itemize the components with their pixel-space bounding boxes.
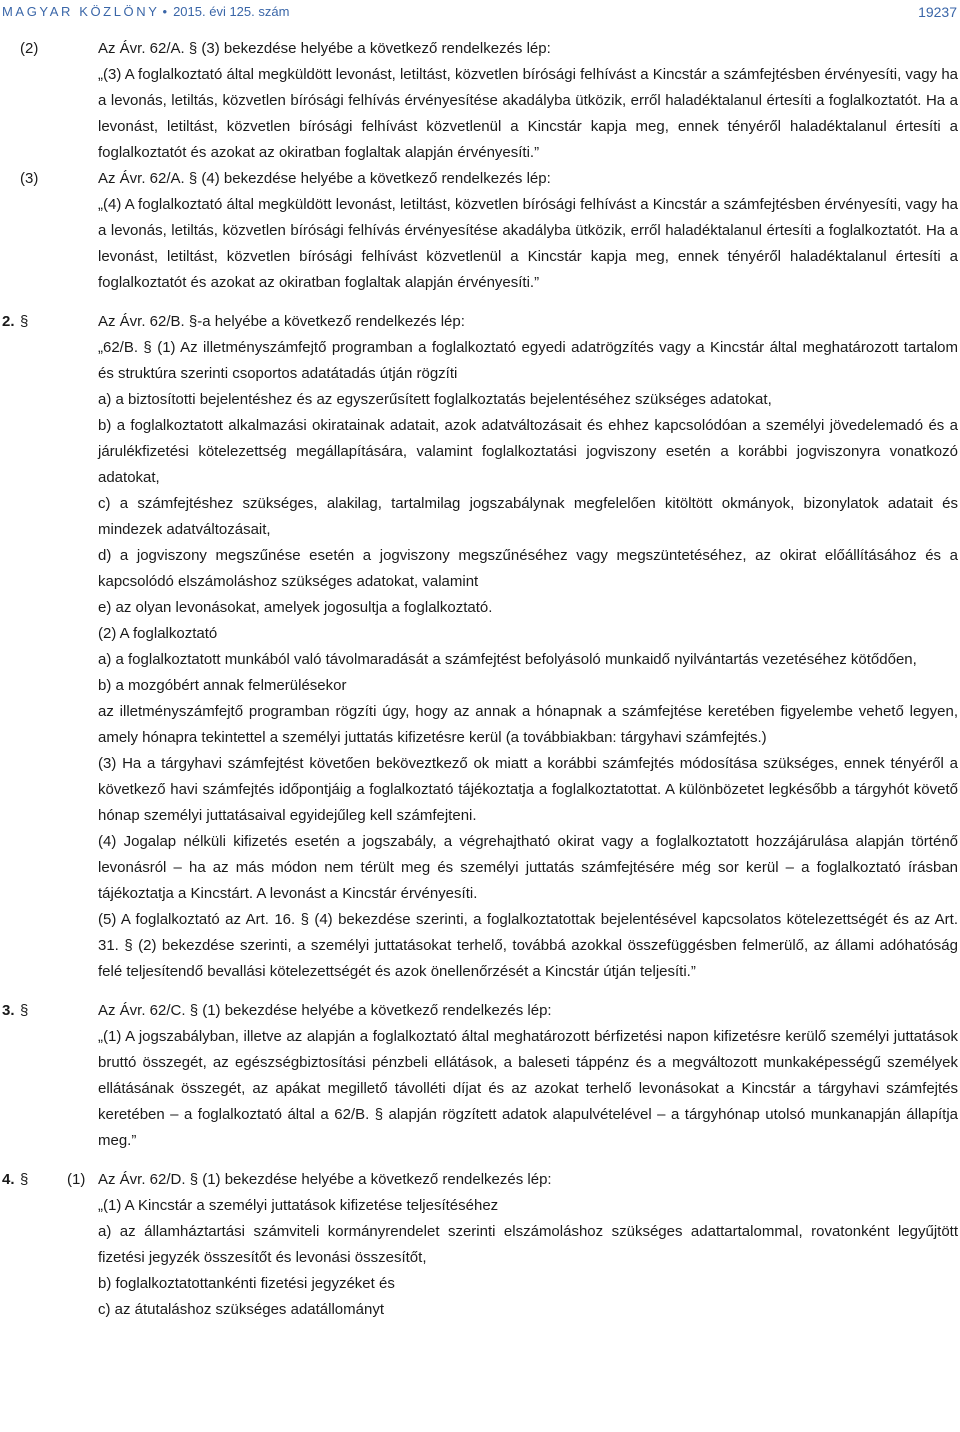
- quoted-provision: „(1) A jogszabályban, illetve az alapján a foglalkoztató által meghatározott bérfizetési napon kifizetésre kerülő személyi juttatások bruttó összegét, az egészségbiztosítási pénzbeli ellátások, a baleseti táppénz és a megváltozott munkaképességű személyek ellátásának összegét, az apákat megillető távolléti díjat és az azokat terhelő levonásokat a Kincstár a tárgyhavi számfejtés keretében – a foglalkoztató által a 62/B. § alapján rögzített adatok alapulvételével – a tárgyhónap utolsó munkanapján állapítja meg.”: [98, 1028, 958, 1149]
- document-body: [0, 36, 960, 1323]
- paragraph-text: Az Ávr. 62/A. § (4) bekezdése helyébe a következő rendelkezés lép:: [98, 170, 551, 187]
- paragraph-text: Az Ávr. 62/A. § (3) bekezdése helyébe a következő rendelkezés lép:: [98, 40, 551, 57]
- header-bullet: •: [162, 4, 168, 19]
- section-number: 4.: [2, 1171, 15, 1188]
- issue-label: 2015. évi 125. szám: [173, 4, 290, 19]
- provision-item: c) az átutaláshoz szükséges adatállományt: [98, 1301, 384, 1318]
- quoted-provision: „(3) A foglalkoztató által megküldött levonást, letiltást, közvetlen bírósági felhívást a Kincstár a számfejtésben érvényesíti, vagy ha a levonás, letiltás, közvetlen bírósági felhívás érvényesítése akadályba ütközik, erről haladéktalanul értesíti a foglalkoztatót. Ha a levonást, letiltást, közvetlen bírósági felhívást közvetlenül a Kincstár kapja meg, ennek tényéről haladéktalanul értesíti a foglalkoztatót és azokat az okiratban foglaltak alapján érvényesíti.”: [98, 66, 958, 161]
- section-number: 3.: [2, 1002, 15, 1019]
- section-text: Az Ávr. 62/B. §-a helyébe a következő rendelkezés lép:: [98, 313, 465, 330]
- section-text: Az Ávr. 62/C. § (1) bekezdése helyébe a következő rendelkezés lép:: [98, 1002, 552, 1019]
- provision-text: az illetményszámfejtő programban rögzíti úgy, hogy az annak a hónapnak a számfejtése keretében figyelembe vehető legyen, amely hónapra tekintettel a személyi juttatás kifizetésre kerül (a továbbiakban: tárgyhavi számfejtés.): [98, 703, 958, 746]
- provision-item: a) a foglalkoztatott munkából való távolmaradását a számfejtést befolyásoló munkaidő nyilvántartás vezetéséhez kötődően,: [98, 651, 917, 668]
- page-number: 19237: [918, 4, 957, 20]
- provision-text: (5) A foglalkoztató az Art. 16. § (4) bekezdése szerinti, a foglalkoztatottak bejelentésével kapcsolatos kötelezettségét és az Art. 31. § (2) bekezdése szerinti, a személyi juttatásokat terhelő, továbbá azokkal összefüggésben felmerülő, az állami adóhatóság felé teljesítendő bevallási kötelezettségét és azok önellenőrzését a Kincstár útján teljesíti.”: [98, 911, 958, 980]
- provision-text: (4) Jogalap nélküli kifizetés esetén a jogszabály, a végrehajtható okirat vagy a foglalkoztatott hozzájárulása alapján történő levonásról – ha az más módon nem térült meg és személyi juttatás számfejtésére még sor kerül – a foglalkoztató írásban tájékoztatja a Kincstárt. A levonást a Kincstár érvényesíti.: [98, 833, 958, 902]
- provision-item: d) a jogviszony megszűnése esetén a jogviszony megszűnéséhez vagy megszüntetéséhez, az okirat előállításához és a kapcsolódó elszámoláshoz szükséges adatokat, valamint: [98, 547, 958, 590]
- provision-item: a) a biztosítotti bejelentéshez és az egyszerűsített foglalkoztatás bejelentéséhez szükséges adatokat,: [98, 391, 772, 408]
- paragraph-number: (3): [20, 170, 39, 187]
- section-sign: §: [20, 1171, 29, 1188]
- paragraph-3: [0, 166, 958, 192]
- journal-name: MAGYAR KÖZLÖNY: [2, 4, 160, 19]
- provision-item: b) a foglalkoztatott alkalmazási okiratainak adatait, azok adatváltozásait és ehhez kapcsolódóan a személyi jövedelemadó és a járulékfizetési kötelezettség megállapítására, valamint foglalkoztatási jogviszony esetén a korábbi jogviszonyra vonatkozó adatokat,: [98, 417, 958, 486]
- section-3: [0, 998, 958, 1024]
- journal-title: [2, 4, 289, 19]
- section-number: 2.: [2, 313, 15, 330]
- paragraph-2: [0, 36, 958, 62]
- section-4: [0, 1167, 958, 1193]
- provision-text: „62/B. § (1) Az illetményszámfejtő programban a foglalkoztató egyedi adatrögzítés vagy a Kincstár által meghatározott tartalom és struktúra szerinti csoportos adatátadás útján rögzíti: [98, 339, 958, 382]
- provision-item: c) a számfejtéshez szükséges, alakilag, tartalmilag jogszabálynak megfelelően kitöltött okmányok, bizonylatok adatait és mindezek adatváltozásait,: [98, 495, 958, 538]
- provision-item: b) foglalkoztatottankénti fizetési jegyzéket és: [98, 1275, 395, 1292]
- provision-text: (2) A foglalkoztató: [98, 625, 218, 642]
- quoted-provision: „(4) A foglalkoztató által megküldött levonást, letiltást, közvetlen bírósági felhívást a Kincstár a számfejtésben érvényesíti, vagy ha a levonás, letiltás, közvetlen bírósági felhívás érvényesítése akadályba ütközik, erről haladéktalanul értesíti a foglalkoztatót. Ha a levonást, letiltást, közvetlen bírósági felhívást közvetlenül a Kincstár kapja meg, ennek tényéről haladéktalanul értesíti a foglalkoztatót és azokat az okiratban foglaltak alapján érvényesíti.”: [98, 196, 958, 291]
- paragraph-number: (2): [20, 40, 39, 57]
- page-header: [0, 0, 960, 24]
- provision-text: (3) Ha a tárgyhavi számfejtést követően beköveztkező ok miatt a korábbi számfejtés módosítása szükséges, ennek tényéről a következő havi számfejtés időpontjáig a foglalkoztató tájékoztatja a foglalkoztatottat. A különbözetet legkésőbb a tárgyhót követő hónap személyi juttatásaival egyidejűleg kell számfejteni.: [98, 755, 958, 824]
- section-sign: §: [20, 1002, 29, 1019]
- section-text: Az Ávr. 62/D. § (1) bekezdése helyébe a következő rendelkezés lép:: [98, 1171, 552, 1188]
- paragraph-number: (1): [67, 1171, 86, 1188]
- section-sign: §: [20, 313, 29, 330]
- provision-item: e) az olyan levonásokat, amelyek jogosultja a foglalkoztató.: [98, 599, 493, 616]
- section-2: [0, 309, 958, 335]
- quoted-provision: „(1) A Kincstár a személyi juttatások kifizetése teljesítéséhez: [98, 1197, 499, 1214]
- provision-item: b) a mozgóbért annak felmerülésekor: [98, 677, 347, 694]
- provision-item: a) az államháztartási számviteli kormányrendelet szerinti elszámoláshoz szükséges adattartalommal, rovatonként legyűjtött fizetési jegyzék összesítőt és levonási összesítőt,: [98, 1223, 958, 1266]
